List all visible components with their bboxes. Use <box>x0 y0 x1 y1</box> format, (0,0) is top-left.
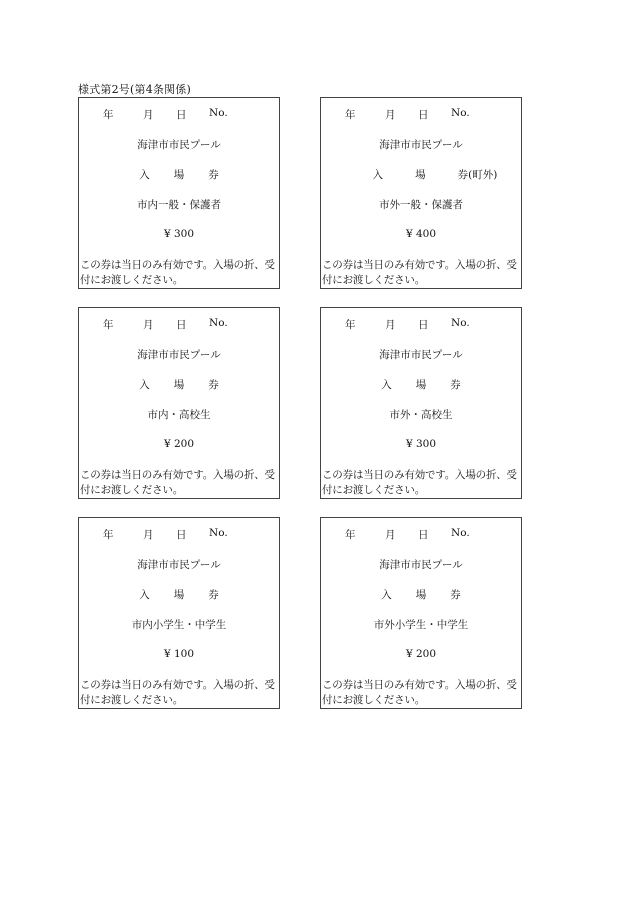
date-day-label: 日 <box>176 109 187 121</box>
ticket-category: 市外・高校生 <box>389 409 453 421</box>
date-row <box>321 317 521 331</box>
ticket-6 <box>320 517 522 709</box>
date-day-label: 日 <box>418 319 429 331</box>
ticket-1 <box>78 97 280 289</box>
ticket-note: この券は当日のみ有効です。入場の折、受付にお渡しください。 <box>80 679 275 706</box>
date-day-label: 日 <box>418 109 429 121</box>
date-year-label: 年 <box>103 109 114 121</box>
date-row <box>79 317 279 331</box>
date-month-label: 月 <box>385 529 396 541</box>
date-year-label: 年 <box>103 529 114 541</box>
ticket-number-label: No. <box>209 107 228 119</box>
ticket-category: 市外小学生・中学生 <box>373 619 469 631</box>
date-month-label: 月 <box>385 319 396 331</box>
pool-name: 海津市市民プール <box>137 139 221 151</box>
pool-name: 海津市市民プール <box>379 559 463 571</box>
pool-name: 海津市市民プール <box>137 349 221 361</box>
ticket-category: 市内・高校生 <box>147 409 211 421</box>
ticket-note: この券は当日のみ有効です。入場の折、受付にお渡しください。 <box>322 679 517 706</box>
ticket-4 <box>320 307 522 499</box>
ticket-heading: 入 場 券 <box>381 589 461 601</box>
ticket-price: ¥ 300 <box>163 228 195 240</box>
date-month-label: 月 <box>143 319 154 331</box>
date-row <box>321 107 521 121</box>
pool-name: 海津市市民プール <box>379 349 463 361</box>
date-month-label: 月 <box>385 109 396 121</box>
date-day-label: 日 <box>176 319 187 331</box>
ticket-heading: 入 場 券 <box>139 379 219 391</box>
ticket-heading: 入 場 券 <box>381 379 461 391</box>
pool-name: 海津市市民プール <box>379 139 463 151</box>
ticket-category: 市内一般・保護者 <box>137 199 221 211</box>
ticket-price: ¥ 200 <box>163 438 195 450</box>
date-month-label: 月 <box>143 529 154 541</box>
ticket-category: 市外一般・保護者 <box>379 199 463 211</box>
ticket-number-label: No. <box>451 107 470 119</box>
date-day-label: 日 <box>418 529 429 541</box>
ticket-3 <box>78 307 280 499</box>
ticket-5 <box>78 517 280 709</box>
ticket-price: ¥ 300 <box>405 438 437 450</box>
ticket-price: ¥ 200 <box>405 648 437 660</box>
ticket-number-label: No. <box>451 527 470 539</box>
ticket-note: この券は当日のみ有効です。入場の折、受付にお渡しください。 <box>80 469 275 496</box>
ticket-note: この券は当日のみ有効です。入場の折、受付にお渡しください。 <box>322 469 517 496</box>
ticket-number-label: No. <box>209 317 228 329</box>
ticket-heading: 入 場 券 <box>139 169 219 181</box>
date-year-label: 年 <box>345 109 356 121</box>
date-month-label: 月 <box>143 109 154 121</box>
ticket-price: ¥ 400 <box>405 228 437 240</box>
ticket-2 <box>320 97 522 289</box>
ticket-heading: 入 場 券 <box>139 589 219 601</box>
ticket-number-label: No. <box>209 527 228 539</box>
date-year-label: 年 <box>345 529 356 541</box>
ticket-heading: 入 場 券(町外) <box>372 169 498 181</box>
form-label: 様式第2号(第4条関係) <box>78 83 191 96</box>
ticket-category: 市内小学生・中学生 <box>131 619 227 631</box>
date-row <box>79 107 279 121</box>
date-row <box>321 527 521 541</box>
date-year-label: 年 <box>103 319 114 331</box>
pool-name: 海津市市民プール <box>137 559 221 571</box>
ticket-suffix: (町外) <box>468 169 498 181</box>
date-row <box>79 527 279 541</box>
ticket-note: この券は当日のみ有効です。入場の折、受付にお渡しください。 <box>80 259 275 286</box>
ticket-price: ¥ 100 <box>163 648 195 660</box>
ticket-note: この券は当日のみ有効です。入場の折、受付にお渡しください。 <box>322 259 517 286</box>
date-year-label: 年 <box>345 319 356 331</box>
date-day-label: 日 <box>176 529 187 541</box>
ticket-number-label: No. <box>451 317 470 329</box>
